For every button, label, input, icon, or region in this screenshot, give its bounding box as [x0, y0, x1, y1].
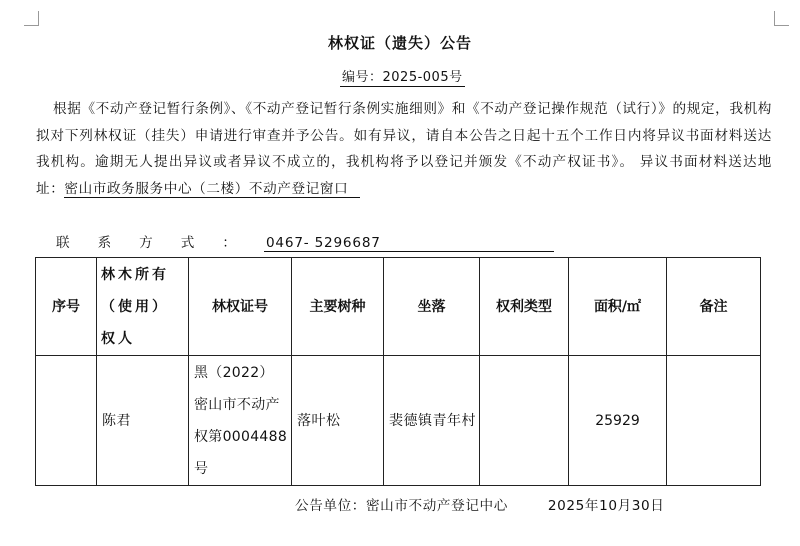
header-seq: 序号 — [36, 258, 97, 356]
notice-body — [36, 96, 772, 202]
crop-mark-top-left — [24, 11, 39, 26]
cell-species: 落叶松 — [292, 356, 384, 486]
cell-remark — [667, 356, 761, 486]
cell-cert-no: 黑（2022）密山市不动产权第0004488号 — [189, 356, 292, 486]
cell-owner: 陈君 — [97, 356, 189, 486]
document-number: 编号：2025-005号 — [340, 66, 465, 87]
header-right-type: 权利类型 — [480, 258, 569, 356]
cell-seq — [36, 356, 97, 486]
cell-location: 裴德镇青年村 — [384, 356, 480, 486]
issuing-unit: 公告单位：密山市不动产登记中心 — [295, 498, 508, 514]
submission-address: 密山市政务服务中心（二楼）不动产登记窗口 — [64, 181, 360, 198]
header-species: 主要树种 — [292, 258, 384, 356]
forest-rights-table — [35, 257, 761, 486]
table-header-row — [36, 258, 761, 356]
contact-line — [56, 231, 554, 252]
crop-mark-top-right — [774, 11, 789, 26]
header-location: 坐落 — [384, 258, 480, 356]
header-area: 面积/㎡ — [569, 258, 667, 356]
header-owner: 林木所有（使用）权人 — [97, 258, 189, 356]
contact-phone: 0467- 5296687 — [264, 235, 554, 252]
notice-title: 林权证（遗失）公告 — [327, 34, 472, 52]
cell-right-type — [480, 356, 569, 486]
issue-date: 2025年10月30日 — [547, 498, 665, 514]
notice-footer — [295, 494, 664, 514]
cell-area: 25929 — [569, 356, 667, 486]
contact-label: 联系方式： — [56, 235, 264, 251]
table-row — [36, 356, 761, 486]
notice-paragraph: 根据《不动产登记暂行条例》、《不动产登记暂行条例实施细则》和《不动产登记操作规范（试行）》的规定，我机构拟对下列林权证（挂失）申请进行审查并予公告。如有异议，请自本公告之日起十五个工作日内将异议书面材料送达我机构。逾期无人提出异议或者异议不成立的，我机构将予以登记并颁发《不动产权证书》。 异议书面材料送达地址： — [36, 101, 772, 197]
header-cert-no: 林权证号 — [189, 258, 292, 356]
header-remark: 备注 — [667, 258, 761, 356]
